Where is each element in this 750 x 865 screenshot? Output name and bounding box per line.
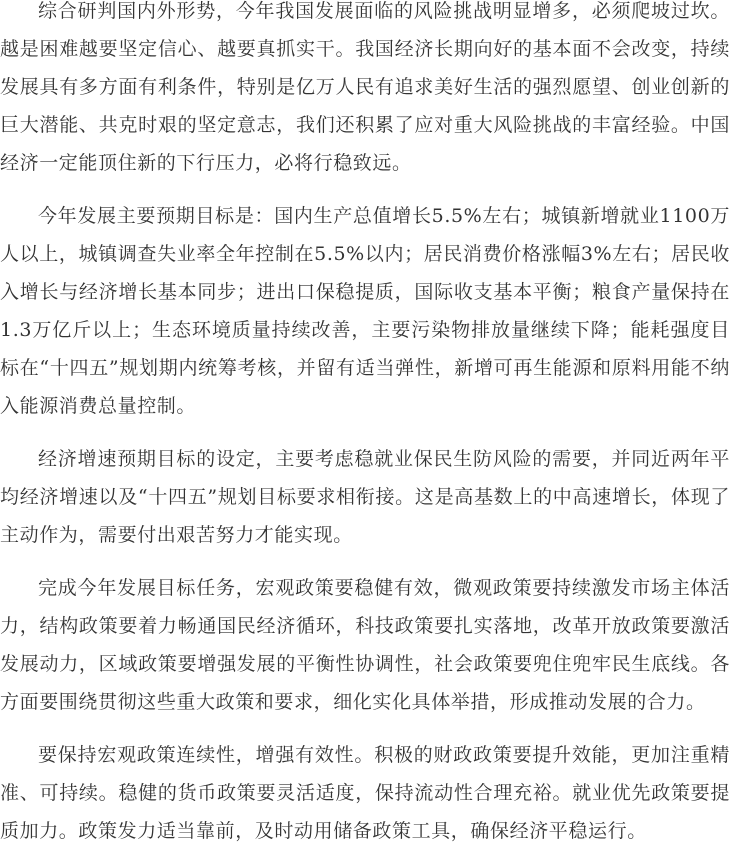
paragraph-policy-framework: 完成今年发展目标任务，宏观政策要稳健有效，微观政策要持续激发市场主体活力，结构政策要着力畅通国民经济循环，科技政策要扎实落地，改革开放政策要激活发展动力，区域政策要增强发展的平衡性协调性，社会政策要兜住兜牢民生底线。各方面要围绕贯彻这些重大政策和要求，细化实化具体举措，形成推动发展的合力。 (0, 577, 730, 713)
paragraph-expected-targets: 今年发展主要预期目标是：国内生产总值增长5.5%左右；城镇新增就业1100万人以上，城镇调查失业率全年控制在5.5%以内；居民消费价格涨幅3%左右；居民收入增长与经济增长基本同步；进出口保稳提质，国际收支基本平衡；粮食产量保持在1.3万亿斤以上；生态环境质量持续改善，主要污染物排放量继续下降；能耗强度目标在“十四五”规划期内统筹考核，并留有适当弹性，新增可再生能源和原料用能不纳入能源消费总量控制。 (0, 205, 730, 417)
paragraph-macro-policy: 要保持宏观政策连续性，增强有效性。积极的财政政策要提升效能，更加注重精准、可持续。稳健的货币政策要灵活适度，保持流动性合理充裕。就业优先政策要提质加力。政策发力适当靠前，及时动用储备政策工具，确保经济平稳运行。 (0, 744, 730, 842)
paragraph-risk-assessment: 综合研判国内外形势，今年我国发展面临的风险挑战明显增多，必须爬坡过坎。越是困难越要坚定信心、越要真抓实干。我国经济长期向好的基本面不会改变，持续发展具有多方面有利条件，特别是亿万人民有追求美好生活的强烈愿望、创业创新的巨大潜能、共克时艰的坚定意志，我们还积累了应对重大风险挑战的丰富经验。中国经济一定能顶住新的下行压力，必将行稳致远。 (0, 0, 730, 174)
paragraph-growth-target-rationale: 经济增速预期目标的设定，主要考虑稳就业保民生防风险的需要，并同近两年平均经济增速以及“十四五”规划目标要求相衔接。这是高基数上的中高速增长，体现了主动作为，需要付出艰苦努力才能实现。 (0, 448, 730, 546)
